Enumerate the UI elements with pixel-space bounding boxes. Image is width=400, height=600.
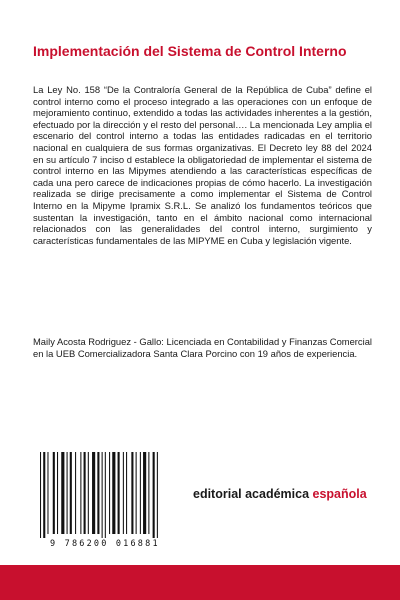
barcode-bar xyxy=(88,452,89,534)
barcode-bar xyxy=(131,452,133,534)
book-abstract: La Ley No. 158 “De la Contraloría General de la República de Cuba” define el control interno como el proceso integrado a las operaciones con un enfoque de mejoramiento continuo, extendido a todas las actividades inherentes a la gestión, efectuado por la dirección y el resto del personal…. La mencionada Ley amplia el escenario del control interno a todas las entidades radicadas en el territorio nacional en cualquiera de sus formas organizativas. El Decreto ley 88 del 2024 en su artículo 7 inciso d establece la obligatoriedad de implementar el sistema de control interno en las Mipymes atendiendo a las características específicas de cada una pero carece de indicaciones propias de cómo hacerlo. La investigación realizada se dirige precisamente a como implementar el Sistema de Control Interno en la Mipyme Ipramix S.R.L. Se analizó los fundamentos teóricos que sustentan la investigación, tanto en el ámbito nacional como internacional relacionados con las generalidades del control interno, surgimiento y características fundamentales de las MIPYME en Cuba y legislación vigente. xyxy=(33,84,372,246)
book-title: Implementación del Sistema de Control Interno xyxy=(33,43,347,59)
publisher-name: editorial académica xyxy=(193,487,310,501)
barcode-bar xyxy=(143,452,146,534)
publisher-logo xyxy=(193,487,383,501)
barcode-bar xyxy=(70,452,72,534)
isbn-barcode xyxy=(38,452,178,552)
barcode-bar xyxy=(140,452,141,534)
barcode-bar xyxy=(97,452,99,534)
barcode-bars xyxy=(38,452,178,538)
barcode-bar xyxy=(157,452,158,538)
barcode-bar xyxy=(92,452,95,534)
barcode-bar xyxy=(112,452,115,534)
barcode-bar xyxy=(53,452,55,534)
barcode-bar xyxy=(148,452,149,534)
barcode-bar xyxy=(40,452,41,538)
barcode-bar xyxy=(102,452,103,538)
barcode-bar xyxy=(136,452,137,534)
barcode-bar xyxy=(67,452,68,534)
barcode-bar xyxy=(126,452,127,534)
barcode-bar xyxy=(61,452,64,534)
isbn-digits: 9 786200 016881 xyxy=(50,539,160,549)
barcode-bar xyxy=(84,452,86,534)
barcode-bar xyxy=(75,452,76,534)
barcode-bar xyxy=(80,452,81,534)
barcode-bar xyxy=(153,452,155,538)
barcode-bar xyxy=(57,452,58,534)
barcode-bar xyxy=(105,452,106,538)
author-bio: Maily Acosta Rodriguez - Gallo: Licenciada en Contabilidad y Finanzas Comercial en la UEB Comercializadora Santa Clara Porcino con 19 años de experiencia. xyxy=(33,336,372,359)
barcode-bar xyxy=(109,452,110,534)
barcode-bar xyxy=(118,452,120,534)
barcode-bar xyxy=(47,452,48,534)
barcode-bar xyxy=(123,452,124,534)
barcode-bar xyxy=(43,452,45,538)
publisher-name-accent: española xyxy=(312,487,367,501)
bottom-color-band xyxy=(0,565,400,600)
